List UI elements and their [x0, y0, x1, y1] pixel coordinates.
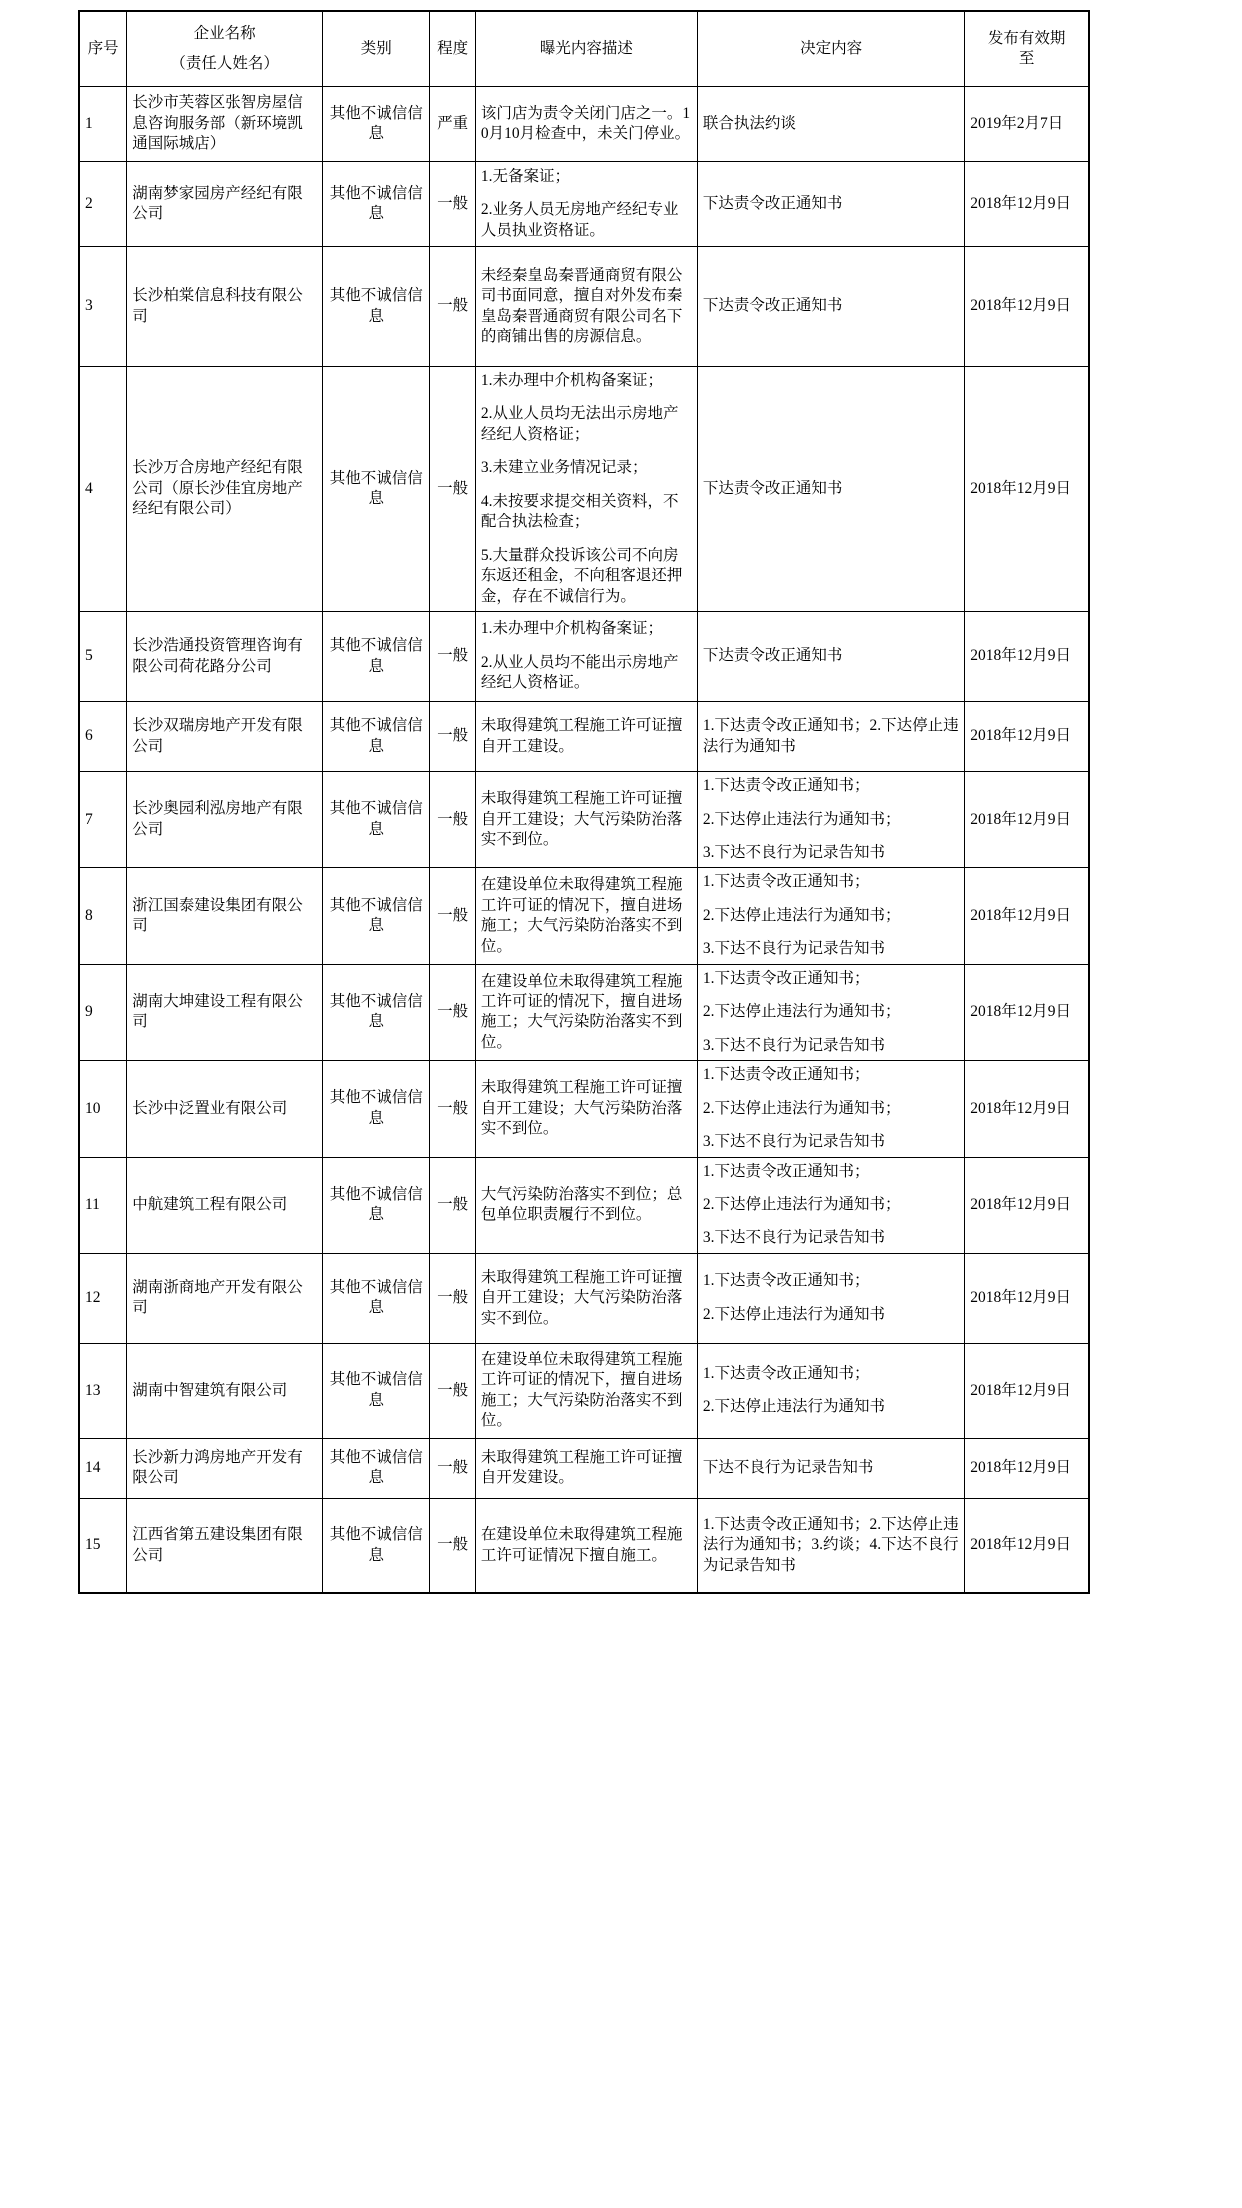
cell-category: 其他不诚信信息 — [323, 772, 430, 868]
cell-description-line: 1.未办理中介机构备案证； — [480, 620, 663, 638]
cell-degree: 一般 — [430, 964, 475, 1060]
cell-valid-until: 2018年12月9日 — [965, 1253, 1089, 1343]
cell-decision — [697, 1061, 964, 1157]
header-decision — [697, 11, 964, 87]
cell-degree: 一般 — [430, 1061, 475, 1157]
cell-degree: 一般 — [430, 1253, 475, 1343]
cell-decision — [697, 367, 964, 612]
cell-enterprise-name: 中航建筑工程有限公司 — [127, 1157, 323, 1253]
cell-enterprise-name: 湖南大坤建设工程有限公司 — [127, 964, 323, 1060]
cell-valid-until: 2018年12月9日 — [965, 1157, 1089, 1253]
cell-seq: 1 — [79, 87, 127, 162]
cell-valid-until: 2018年12月9日 — [965, 1061, 1089, 1157]
cell-degree: 一般 — [430, 772, 475, 868]
cell-description-line: 未取得建筑工程施工许可证擅自开工建设；大气污染防治落实不到位。 — [480, 1079, 683, 1138]
cell-description-line: 2.业务人员无房地产经纪专业人员执业资格证。 — [480, 201, 679, 239]
header-enterprise-name-main: 企业名称 — [193, 24, 256, 42]
table-row — [79, 1343, 1089, 1438]
cell-description — [475, 162, 697, 247]
cell-category: 其他不诚信信息 — [323, 964, 430, 1060]
cell-category: 其他不诚信信息 — [323, 1343, 430, 1438]
cell-enterprise-name: 湖南中智建筑有限公司 — [127, 1343, 323, 1438]
cell-valid-until: 2018年12月9日 — [965, 772, 1089, 868]
header-category-label: 类别 — [360, 39, 392, 57]
cell-decision — [697, 868, 964, 964]
cell-enterprise-name: 长沙浩通投资管理咨询有限公司荷花路分公司 — [127, 612, 323, 702]
cell-valid-until: 2018年12月9日 — [965, 868, 1089, 964]
cell-description-line: 未经秦皇岛秦晋通商贸有限公司书面同意，擅自对外发布秦皇岛秦晋通商贸有限公司名下的商铺出售的房源信息。 — [480, 266, 683, 345]
cell-category: 其他不诚信信息 — [323, 162, 430, 247]
cell-decision — [697, 1343, 964, 1438]
cell-category: 其他不诚信信息 — [323, 868, 430, 964]
cell-valid-until: 2018年12月9日 — [965, 162, 1089, 247]
table-row — [79, 367, 1089, 612]
cell-decision — [697, 1438, 964, 1498]
cell-valid-until: 2018年12月9日 — [965, 1498, 1089, 1593]
cell-seq: 12 — [79, 1253, 127, 1343]
cell-decision-line: 2.下达停止违法行为通知书 — [702, 1398, 886, 1416]
table-row — [79, 87, 1089, 162]
header-category — [323, 11, 430, 87]
cell-valid-until: 2018年12月9日 — [965, 247, 1089, 367]
cell-valid-until: 2019年2月7日 — [965, 87, 1089, 162]
cell-decision — [697, 1498, 964, 1593]
cell-seq: 9 — [79, 964, 127, 1060]
cell-description-line: 未取得建筑工程施工许可证擅自开工建设；大气污染防治落实不到位。 — [480, 1268, 683, 1327]
cell-enterprise-name: 江西省第五建设集团有限公司 — [127, 1498, 323, 1593]
cell-degree: 一般 — [430, 162, 475, 247]
cell-category: 其他不诚信信息 — [323, 87, 430, 162]
cell-description-line: 2.从业人员均不能出示房地产经纪人资格证。 — [480, 653, 679, 692]
cell-description — [475, 87, 697, 162]
cell-description — [475, 772, 697, 868]
header-degree-label: 程度 — [437, 39, 469, 57]
cell-decision-line: 3.下达不良行为记录告知书 — [702, 1133, 886, 1151]
cell-decision-line: 下达责令改正通知书 — [702, 647, 843, 665]
cell-seq: 6 — [79, 702, 127, 772]
cell-degree: 一般 — [430, 702, 475, 772]
table-row — [79, 1498, 1089, 1593]
cell-seq: 7 — [79, 772, 127, 868]
table-row — [79, 772, 1089, 868]
header-row — [79, 11, 1089, 87]
cell-description-line: 在建设单位未取得建筑工程施工许可证情况下擅自施工。 — [480, 1526, 683, 1564]
credit-exposure-table — [78, 10, 1090, 1594]
cell-decision-line: 1.下达责令改正通知书； — [702, 1272, 870, 1290]
cell-description — [475, 1498, 697, 1593]
cell-valid-until: 2018年12月9日 — [965, 702, 1089, 772]
header-enterprise-name-sub: （责任人姓名） — [170, 55, 279, 72]
cell-seq: 5 — [79, 612, 127, 702]
cell-decision — [697, 1253, 964, 1343]
cell-decision-line: 3.下达不良行为记录告知书 — [702, 1036, 886, 1054]
cell-decision-line: 联合执法约谈 — [702, 114, 796, 132]
header-valid-until — [965, 11, 1089, 87]
table-row — [79, 964, 1089, 1060]
cell-decision-line: 1.下达责令改正通知书； — [702, 1066, 870, 1084]
cell-category: 其他不诚信信息 — [323, 1253, 430, 1343]
cell-decision-line: 1.下达责令改正通知书；2.下达停止违法行为通知书 — [702, 717, 959, 755]
cell-degree: 一般 — [430, 1157, 475, 1253]
cell-category: 其他不诚信信息 — [323, 367, 430, 612]
cell-decision — [697, 964, 964, 1060]
cell-enterprise-name: 长沙新力鸿房地产开发有限公司 — [127, 1438, 323, 1498]
table-body — [79, 87, 1089, 1594]
cell-category: 其他不诚信信息 — [323, 1157, 430, 1253]
table-row — [79, 162, 1089, 247]
cell-description — [475, 1438, 697, 1498]
cell-valid-until: 2018年12月9日 — [965, 367, 1089, 612]
cell-description-line: 3.未建立业务情况记录； — [480, 459, 648, 477]
table-row — [79, 702, 1089, 772]
cell-description — [475, 868, 697, 964]
cell-category: 其他不诚信信息 — [323, 1498, 430, 1593]
cell-decision-line: 1.下达责令改正通知书； — [702, 1162, 870, 1180]
cell-category: 其他不诚信信息 — [323, 612, 430, 702]
cell-description-line: 未取得建筑工程施工许可证擅自开工建设；大气污染防治落实不到位。 — [480, 790, 683, 848]
cell-decision-line: 下达不良行为记录告知书 — [702, 1459, 874, 1477]
cell-degree: 一般 — [430, 1343, 475, 1438]
cell-description-line: 4.未按要求提交相关资料，不配合执法检查； — [480, 492, 679, 531]
cell-decision-line: 下达责令改正通知书 — [702, 297, 843, 315]
cell-valid-until: 2018年12月9日 — [965, 1438, 1089, 1498]
cell-decision — [697, 772, 964, 868]
cell-description-line: 大气污染防治落实不到位；总包单位职责履行不到位。 — [480, 1185, 683, 1224]
cell-decision-line: 2.下达停止违法行为通知书； — [702, 1099, 901, 1117]
cell-description-line: 该门店为责令关闭门店之一。10月10月检查中，未关门停业。 — [480, 104, 691, 142]
cell-enterprise-name: 长沙双瑞房地产开发有限公司 — [127, 702, 323, 772]
cell-description — [475, 1061, 697, 1157]
cell-description — [475, 702, 697, 772]
table-row — [79, 1253, 1089, 1343]
cell-decision-line: 3.下达不良行为记录告知书 — [702, 1229, 886, 1247]
cell-category: 其他不诚信信息 — [323, 247, 430, 367]
cell-decision — [697, 162, 964, 247]
cell-enterprise-name: 长沙市芙蓉区张智房屋信息咨询服务部（新环境凯通国际城店） — [127, 87, 323, 162]
cell-degree: 一般 — [430, 612, 475, 702]
cell-seq: 14 — [79, 1438, 127, 1498]
cell-degree: 一般 — [430, 1438, 475, 1498]
cell-valid-until: 2018年12月9日 — [965, 612, 1089, 702]
cell-degree: 严重 — [430, 87, 475, 162]
header-valid-until-main: 发布有效期 — [987, 29, 1066, 47]
cell-enterprise-name: 浙江国泰建设集团有限公司 — [127, 868, 323, 964]
cell-enterprise-name: 湖南梦家园房产经纪有限公司 — [127, 162, 323, 247]
cell-decision-line: 2.下达停止违法行为通知书 — [702, 1305, 886, 1323]
cell-category: 其他不诚信信息 — [323, 1438, 430, 1498]
cell-seq: 4 — [79, 367, 127, 612]
table-row — [79, 868, 1089, 964]
cell-decision-line: 2.下达停止违法行为通知书； — [702, 1003, 901, 1021]
cell-decision — [697, 1157, 964, 1253]
cell-decision-line: 2.下达停止违法行为通知书； — [702, 810, 901, 828]
cell-decision-line: 1.下达责令改正通知书；2.下达停止违法行为通知书；3.约谈；4.下达不良行为记录告知书 — [702, 1515, 959, 1574]
cell-decision-line: 1.下达责令改正通知书； — [702, 873, 870, 891]
spreadsheet-sheet — [78, 10, 1090, 1594]
cell-seq: 8 — [79, 868, 127, 964]
header-seq — [79, 11, 127, 87]
cell-decision-line: 3.下达不良行为记录告知书 — [702, 940, 886, 958]
cell-category: 其他不诚信信息 — [323, 1061, 430, 1157]
cell-degree: 一般 — [430, 247, 475, 367]
cell-enterprise-name: 湖南浙商地产开发有限公司 — [127, 1253, 323, 1343]
header-enterprise-name — [127, 11, 323, 87]
table-row — [79, 1157, 1089, 1253]
cell-description-line: 5.大量群众投诉该公司不向房东返还租金，不向租客退还押金，存在不诚信行为。 — [480, 546, 683, 605]
cell-decision-line: 1.下达责令改正通知书； — [702, 777, 870, 795]
table-row — [79, 612, 1089, 702]
cell-decision-line: 1.下达责令改正通知书； — [702, 1364, 870, 1382]
cell-enterprise-name: 长沙中泛置业有限公司 — [127, 1061, 323, 1157]
cell-decision-line: 1.下达责令改正通知书； — [702, 969, 870, 987]
cell-decision-line: 2.下达停止违法行为通知书； — [702, 906, 901, 924]
cell-seq: 10 — [79, 1061, 127, 1157]
cell-description-line: 在建设单位未取得建筑工程施工许可证的情况下，擅自进场施工；大气污染防治落实不到位。 — [480, 1350, 683, 1430]
header-seq-label: 序号 — [87, 39, 119, 57]
cell-decision — [697, 247, 964, 367]
header-description — [475, 11, 697, 87]
table-row — [79, 247, 1089, 367]
cell-description — [475, 1343, 697, 1438]
cell-seq: 2 — [79, 162, 127, 247]
header-description-label: 曝光内容描述 — [539, 39, 633, 57]
cell-description-line: 1.无备案证； — [480, 167, 570, 185]
cell-valid-until: 2018年12月9日 — [965, 1343, 1089, 1438]
table-header — [79, 11, 1089, 87]
cell-description-line: 在建设单位未取得建筑工程施工许可证的情况下，擅自进场施工；大气污染防治落实不到位。 — [480, 876, 683, 955]
cell-seq: 11 — [79, 1157, 127, 1253]
cell-description — [475, 964, 697, 1060]
header-decision-label: 决定内容 — [800, 39, 863, 57]
cell-enterprise-name: 长沙柏棠信息科技有限公司 — [127, 247, 323, 367]
cell-decision-line: 下达责令改正通知书 — [702, 194, 843, 212]
cell-decision-line: 下达责令改正通知书 — [702, 479, 843, 497]
cell-decision — [697, 612, 964, 702]
cell-decision-line: 3.下达不良行为记录告知书 — [702, 843, 886, 861]
cell-seq: 3 — [79, 247, 127, 367]
cell-description — [475, 1157, 697, 1253]
cell-description — [475, 247, 697, 367]
cell-decision — [697, 702, 964, 772]
header-valid-until-sub: 至 — [1018, 50, 1035, 67]
cell-degree: 一般 — [430, 1498, 475, 1593]
cell-valid-until: 2018年12月9日 — [965, 964, 1089, 1060]
cell-description-line: 2.从业人员均无法出示房地产经纪人资格证； — [480, 405, 679, 443]
table-row — [79, 1061, 1089, 1157]
cell-category: 其他不诚信信息 — [323, 702, 430, 772]
cell-decision-line: 2.下达停止违法行为通知书； — [702, 1195, 901, 1213]
header-degree — [430, 11, 475, 87]
cell-enterprise-name: 长沙万合房地产经纪有限公司（原长沙佳宜房地产经纪有限公司） — [127, 367, 323, 612]
cell-degree: 一般 — [430, 868, 475, 964]
cell-seq: 13 — [79, 1343, 127, 1438]
cell-description-line: 在建设单位未取得建筑工程施工许可证的情况下，擅自进场施工；大气污染防治落实不到位。 — [480, 972, 683, 1051]
table-row — [79, 1438, 1089, 1498]
cell-enterprise-name: 长沙奥园利泓房地产有限公司 — [127, 772, 323, 868]
cell-decision — [697, 87, 964, 162]
cell-description-line: 1.未办理中介机构备案证； — [480, 372, 663, 389]
cell-degree: 一般 — [430, 367, 475, 612]
cell-description — [475, 367, 697, 612]
cell-description-line: 未取得建筑工程施工许可证擅自开工建设。 — [480, 717, 683, 755]
cell-seq: 15 — [79, 1498, 127, 1593]
cell-description — [475, 612, 697, 702]
cell-description-line: 未取得建筑工程施工许可证擅自开发建设。 — [480, 1448, 683, 1487]
cell-description — [475, 1253, 697, 1343]
